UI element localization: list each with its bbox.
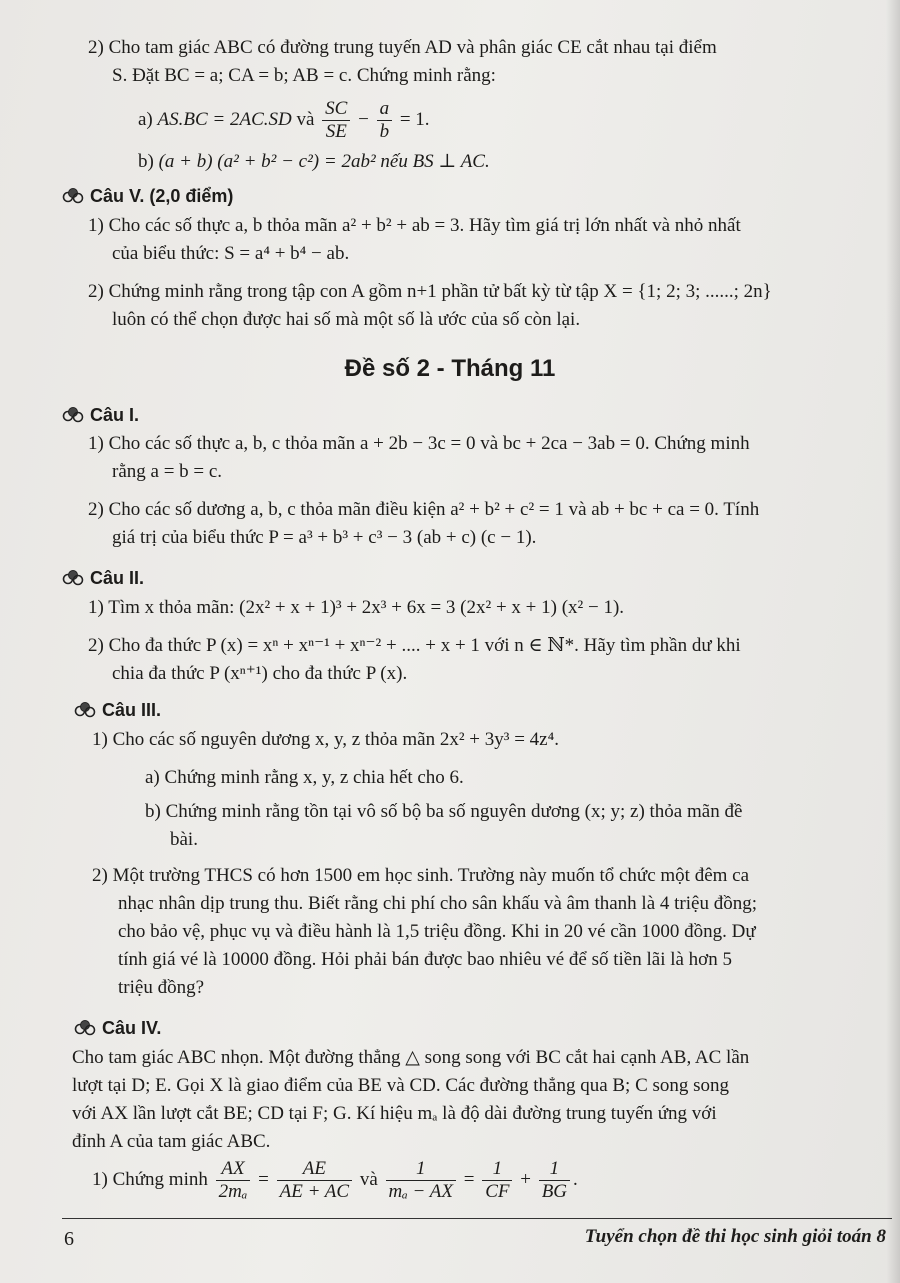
problem-text-line: bài. [170,829,198,850]
problem-text-line: luôn có thể chọn được hai số mà một số là ước của số còn lại. [112,309,581,330]
problem-text-line: 2) Cho đa thức P (x) = xⁿ + xⁿ⁻¹ + xⁿ⁻² + .... + x + 1 với n ∈ ℕ*. Hãy tìm phần dư khi [88,635,741,656]
clover-icon [62,569,84,587]
problem-text-line: lượt tại D; E. Gọi X là giao điểm của BE và CD. Các đường thẳng qua B; C song song [72,1075,730,1096]
clover-icon [62,187,84,205]
problem-text-line: 1) Cho các số thực a, b, c thỏa mãn a + 2b − 3c = 0 và bc + 2ca − 3ab = 0. Chứng minh [88,433,750,454]
section-heading: Câu I. [62,403,139,427]
problem-text-line: 1) Cho các số nguyên dương x, y, z thỏa mãn 2x² + 3y³ = 4z⁴. [92,729,559,750]
part-b-formula: b) (a + b) (a² + b² − c²) = 2ab² nếu BS ⊥ AC. [138,151,490,172]
exam-title: Đề số 2 - Tháng 11 [344,355,556,382]
problem-text-line: Cho tam giác ABC nhọn. Một đường thẳng △ song song với BC cắt hai cạnh AB, AC lần [72,1047,750,1068]
problem-text-line: 2) Một trường THCS có hơn 1500 em học sinh. Trường này muốn tổ chức một đêm ca [92,865,750,886]
page-edge-shadow [886,0,900,1283]
section-heading: Câu IV. [74,1016,161,1040]
problem-text-line: S. Đặt BC = a; CA = b; AB = c. Chứng minh rằng: [112,65,496,86]
problem-text-line: chia đa thức P (xⁿ⁺¹) cho đa thức P (x). [112,663,408,684]
book-title: Tuyển chọn đề thi học sinh giỏi toán 8 [584,1226,886,1247]
problem-text-line: với AX lần lượt cắt BE; CD tại F; G. Kí hiệu mₐ là độ dài đường trung tuyến ứng với [72,1103,717,1124]
problem-text-line: cho bảo vệ, phục vụ và điều hành là 1,5 triệu đồng. Khi in 20 vé cần 1000 đồng. Dự [118,921,756,942]
section-heading: Câu III. [74,698,161,722]
page-number: 6 [64,1228,74,1250]
section-heading: Câu V. (2,0 điểm) [62,184,233,208]
part-1-formula: 1) Chứng minh $\frac{AX}{\text{2mₐ}}$ = $\frac{AE}{AE + AC}$ và $\frac{1}{\text{mₐ − AX}}$ = $\frac{1}{CF}$ + $\frac{1}{BG}$ . [92,1158,578,1203]
problem-text-line: triệu đồng? [118,977,205,998]
problem-text-line: a) Chứng minh rằng x, y, z chia hết cho 6. [145,767,464,788]
problem-text-line: rằng a = b = c. [112,461,223,482]
problem-text-line: nhạc nhân dịp trung thu. Biết rằng chi phí cho sân khấu và âm thanh là 4 triệu đồng; [118,893,757,914]
problem-text-line: tính giá vé là 10000 đồng. Hỏi phải bán được bao nhiêu vé để số tiền lãi là hơn 5 [118,949,732,970]
section-heading: Câu II. [62,566,144,590]
problem-text-line: b) Chứng minh rằng tồn tại vô số bộ ba số nguyên dương (x; y; z) thỏa mãn đề [145,801,743,822]
problem-text-line: của biểu thức: S = a⁴ + b⁴ − ab. [112,243,350,264]
clover-icon [62,406,84,424]
problem-text-line: 1) Cho các số thực a, b thỏa mãn a² + b² + ab = 3. Hãy tìm giá trị lớn nhất và nhỏ nhất [88,215,741,236]
problem-text-line: giá trị của biểu thức P = a³ + b³ + c³ − 3 (ab + c) (c − 1). [112,527,537,548]
clover-icon [74,1019,96,1037]
problem-text-line: 2) Cho các số dương a, b, c thỏa mãn điều kiện a² + b² + c² = 1 và ab + bc + ca = 0. Tính [88,499,760,520]
clover-icon [74,701,96,719]
problem-text-line: 1) Tìm x thỏa mãn: (2x² + x + 1)³ + 2x³ + 6x = 3 (2x² + x + 1) (x² − 1). [88,597,625,618]
footer-divider [62,1218,892,1219]
problem-text-line: đỉnh A của tam giác ABC. [72,1131,271,1152]
problem-text-line: 2) Chứng minh rằng trong tập con A gồm n+1 phần tử bất kỳ từ tập X = {1; 2; 3; ......; 2n} [88,281,772,302]
part-a-formula: a) AS.BC = 2AC.SD và $\frac{SC}{SE}$ − $\frac{a}{b}$ = 1. [138,98,430,143]
problem-text-line: 2) Cho tam giác ABC có đường trung tuyến AD và phân giác CE cắt nhau tại điểm [88,37,717,58]
